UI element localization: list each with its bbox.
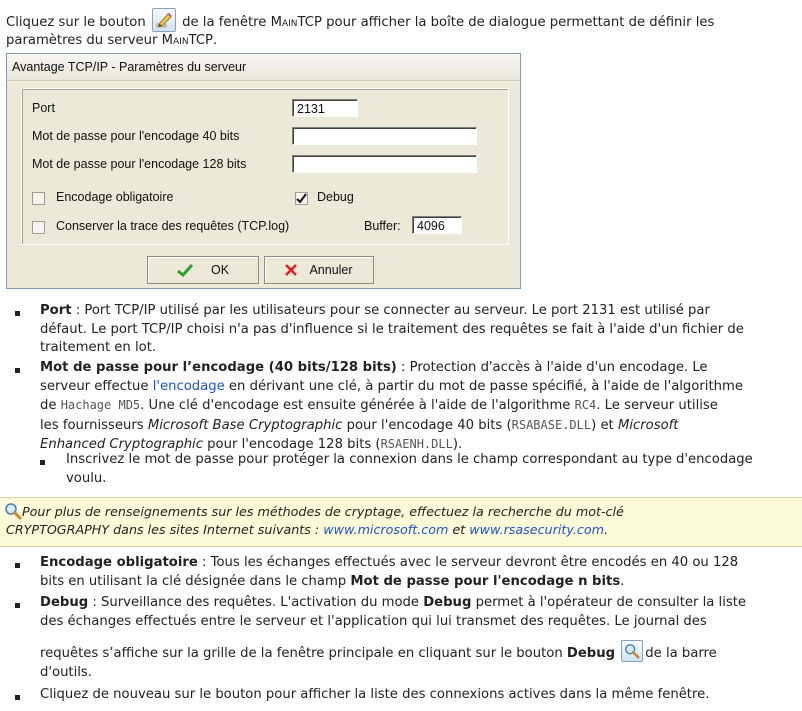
encodage-link[interactable]: l'encodage bbox=[152, 378, 225, 394]
encodage-description: Encodage obligatoire : Tous les échanges effectués avec le serveur devront être encodés en 40 ou 128 bits en utilisant la clé désignée dans le champ Mot de passe pour l'encodage n bits. bbox=[40, 555, 739, 589]
password-description: Mot de passe pour l’encodage (40 bits/128 bits) : Protection d'accès à l'aide d'un encodage. Le serveur effectue l'encodage en dérivant une clé, à partir du mot de passe spécifié, à l'aide de l'algorithme de Hachage MD5. Une clé d'encodage est ensuite générée à l'aide de l'algorithme RC4. Le serveur utilise les fournisseurs Microsoft Base Cryptographic pour l'encodage 40 bits (RSABASE.DLL) et Microsoft Enhanced Cryptographic pour l'encodage 128 bits (RSAENH.DLL). bbox=[40, 360, 743, 452]
port-label: Port bbox=[32, 101, 55, 115]
encodage-checkbox[interactable] bbox=[32, 192, 45, 205]
password-sub-instruction: Inscrivez le mot de passe pour protéger la connexion dans le champ correspondant au type d'encodage voulu. bbox=[66, 452, 753, 486]
bullet-marker bbox=[15, 603, 20, 608]
intro-paragraph: Cliquez sur le bouton de la fenêtre MainTCP pour afficher la boîte de dialogue permettant de définir les paramètres du serveur MainTCP. bbox=[6, 8, 796, 50]
debug-label: Debug bbox=[317, 190, 354, 204]
bullet-marker bbox=[15, 563, 20, 568]
trace-label: Conserver la trace des requêtes (TCP.log) bbox=[56, 219, 290, 233]
cancel-button[interactable]: Annuler bbox=[264, 256, 374, 284]
again-instruction: Cliquez de nouveau sur le bouton pour afficher la liste des connexions actives dans la même fenêtre. bbox=[40, 687, 710, 702]
pwd128-input[interactable] bbox=[292, 155, 477, 173]
dialog-title: Avantage TCP/IP - Paramètres du serveur bbox=[7, 54, 520, 81]
port-description: Port : Port TCP/IP utilisé par les utilisateurs pour se connecter au serveur. Le port 2131 est utilisé par défaut. Le port TCP/IP choisi n'a pas d'influence si le traitement des requêtes se fait à l'aide d'un fichier de traitement en lot. bbox=[40, 303, 744, 355]
green-check-icon bbox=[177, 263, 193, 277]
bullet-marker bbox=[15, 311, 20, 316]
pwd40-input[interactable] bbox=[292, 127, 477, 145]
debug-magnifier-icon bbox=[621, 640, 643, 662]
intro-text: Cliquez sur le bouton bbox=[6, 15, 146, 30]
port-input[interactable]: 2131 bbox=[292, 99, 358, 117]
debug-checkbox[interactable] bbox=[295, 192, 308, 205]
pwd40-label: Mot de passe pour l'encodage 40 bits bbox=[32, 129, 240, 143]
bullet-marker bbox=[15, 695, 20, 700]
encodage-label: Encodage obligatoire bbox=[56, 190, 174, 204]
debug-description: Debug : Surveillance des requêtes. L'activation du mode Debug permet à l'opérateur de consulter la liste des échanges effectués entre le serveur et l'application qui lui transmet des requêtes. Le journal des bbox=[40, 595, 747, 629]
buffer-label: Buffer: bbox=[364, 219, 401, 233]
debug-description-cont: requêtes s’affiche sur la grille de la fenêtre principale en cliquant sur le bouton Debug de la barre d'outils. bbox=[40, 640, 800, 682]
magnifier-icon bbox=[4, 502, 22, 520]
trace-checkbox[interactable] bbox=[32, 221, 45, 234]
buffer-input[interactable]: 4096 bbox=[412, 216, 462, 234]
edit-pencil-icon bbox=[152, 8, 176, 32]
checkmark-icon bbox=[295, 192, 308, 205]
bullet-marker bbox=[15, 368, 20, 373]
microsoft-link[interactable]: www.microsoft.com bbox=[323, 522, 449, 537]
info-note: Pour plus de renseignements sur les méthodes de cryptage, effectuez la recherche du mot-clé CRYPTOGRAPHY dans les sites Internet suivants : www.microsoft.com et www.rsasecurity.com. bbox=[0, 497, 802, 547]
red-x-icon bbox=[285, 264, 297, 276]
ok-button[interactable]: OK bbox=[147, 256, 259, 284]
sub-bullet-marker bbox=[40, 460, 45, 465]
rsasecurity-link[interactable]: www.rsasecurity.com bbox=[469, 522, 604, 537]
server-settings-dialog bbox=[6, 53, 521, 289]
dialog-panel bbox=[21, 88, 509, 245]
pwd128-label: Mot de passe pour l'encodage 128 bits bbox=[32, 157, 247, 171]
